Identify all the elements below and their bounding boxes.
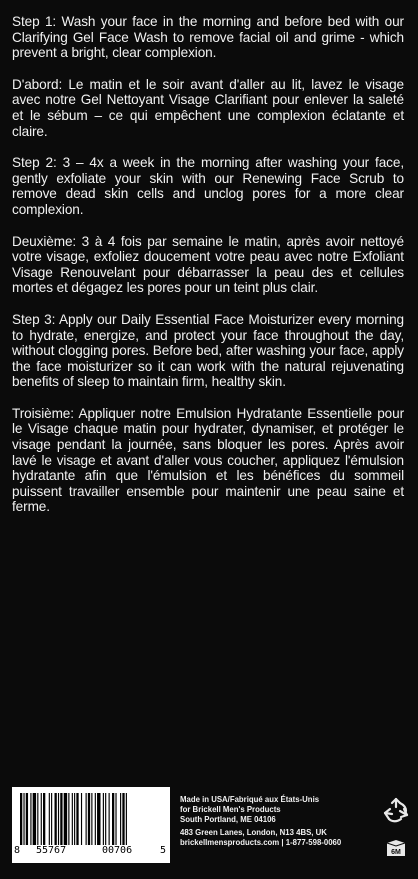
recycle-icon <box>382 797 410 825</box>
barcode-digits <box>14 845 168 861</box>
step-1-french: D'abord: Le matin et le soir avant d'aller au lit, lavez le visage avec notre Gel Nettoyant Visage Clarifiant pour enlever la saleté et le sébum – ce qui empêchent une complexion éclatante et claire. <box>12 76 404 139</box>
step-3-french: Troisième: Appliquer notre Emulsion Hydratante Essentielle pour le Visage chaque matin pour hydrater, dynamiser, et protéger le visage pendant la journée, sans bloquer les pores. Après avoir lavé le visage et avant d'aller vous coucher, appliquez l'émulsion hydratante afin que l'émulsion et les bénéfices du sommeil puissent travailler ensemble pour maintenir une peau saine et ferme. <box>12 405 404 515</box>
step-2-french: Deuxième: 3 à 4 fois par semaine le matin, après avoir nettoyé votre visage, exfoliez doucement votre peau avec notre Exfoliant Visage Renouvelant pour débarrasser la peau des et cellules mortes et dégagez les pores pour un teint plus clair. <box>12 233 404 296</box>
instructions-panel <box>12 14 404 531</box>
barcode-digit-check: 5 <box>160 845 167 856</box>
badge-label: 6M <box>391 849 401 856</box>
label-footer <box>12 787 408 867</box>
step-1-english: Step 1: Wash your face in the morning and before bed with our Clarifying Gel Face Wash to remove facial oil and grime - which prevent a bright, clear complexion. <box>12 14 404 61</box>
step-2-english: Step 2: 3 – 4x a week in the morning after washing your face, gently exfoliate your skin with our Renewing Face Scrub to remove dead skin cells and unclog pores for a more clear complexion. <box>12 155 404 217</box>
uk-address-text: 483 Green Lanes, London, N13 4BS, UK <box>180 828 327 837</box>
upc-barcode <box>12 787 170 863</box>
barcode-digit-group-right: 00706 <box>102 845 133 856</box>
us-address-text: South Portland, ME 04106 <box>180 815 276 824</box>
barcode-digit-group-left: 55767 <box>36 845 67 856</box>
period-after-opening-icon <box>384 837 408 859</box>
company-name-text: for Brickell Men's Products <box>180 805 281 814</box>
barcode-bars <box>20 793 162 845</box>
barcode-digit-lead: 8 <box>14 845 21 856</box>
company-info <box>180 795 380 848</box>
made-in-text: Made in USA/Fabriqué aux États-Unis <box>180 795 320 804</box>
contact-text: brickellmensproducts.com | 1-877-598-0060 <box>180 838 342 847</box>
step-3-english: Step 3: Apply our Daily Essential Face Moisturizer every morning to hydrate, energize, and protect your face throughout the day, without clogging pores. Before bed, after washing your face, apply the face moisturizer so it can work with the natural rejuvenating benefits of sleep to maintain firm, healthy skin. <box>12 311 404 390</box>
